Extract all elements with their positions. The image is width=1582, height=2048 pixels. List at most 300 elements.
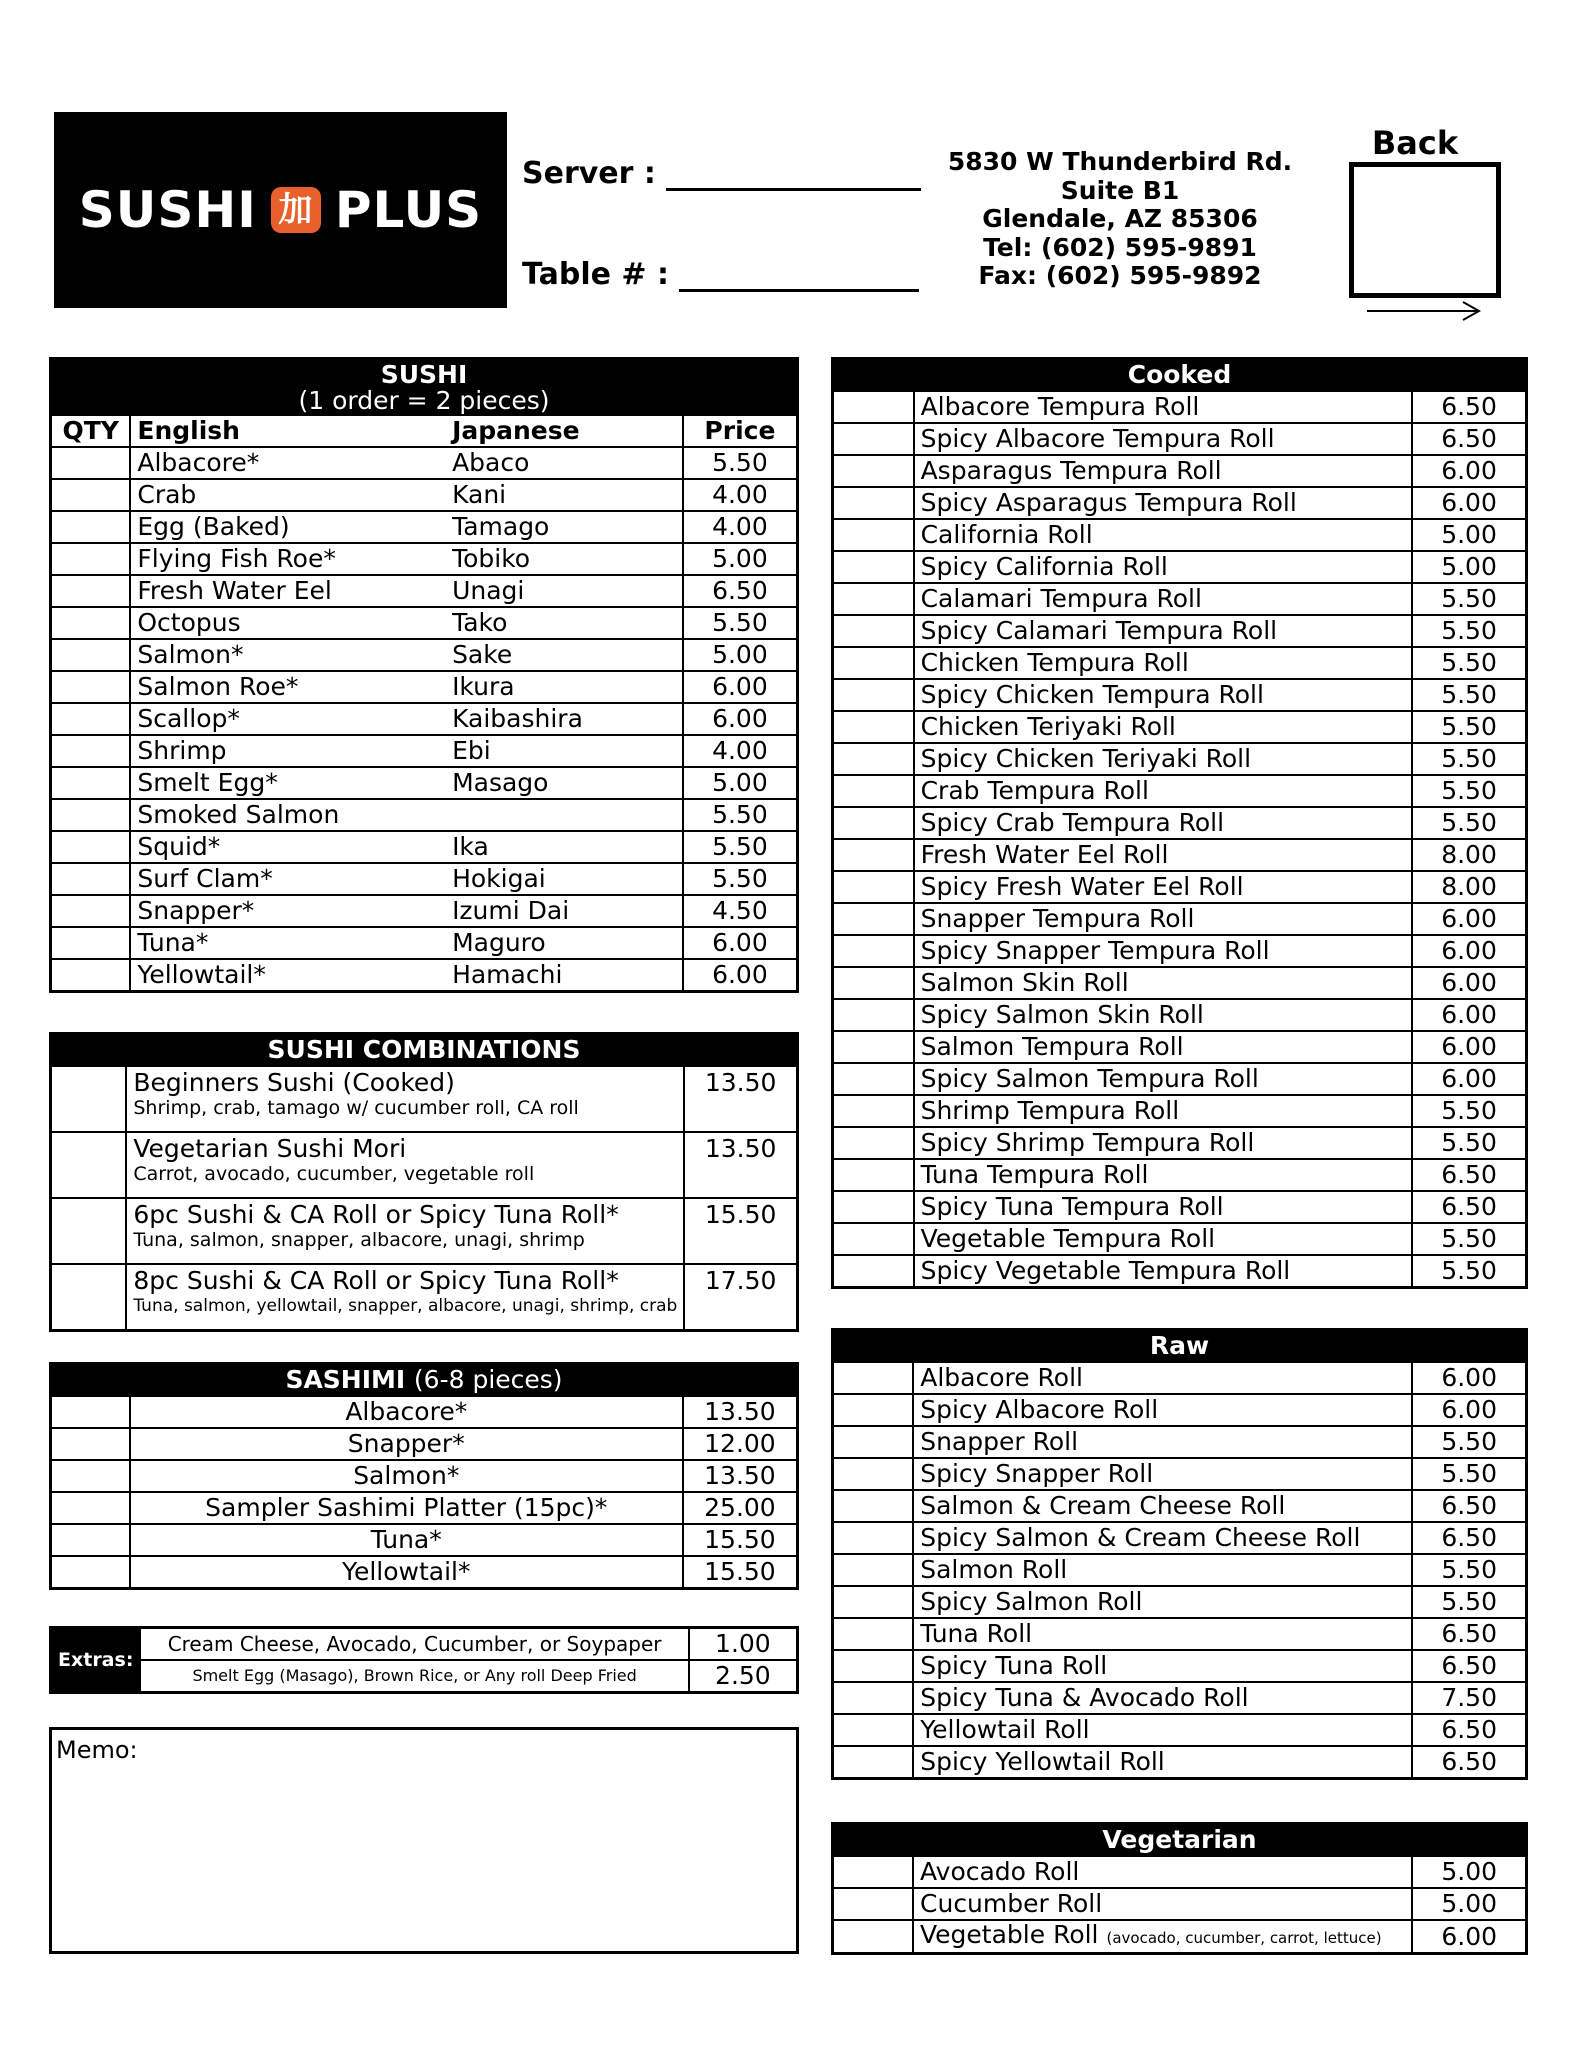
roll-name: Tuna Roll [920,1619,1033,1648]
roll-name-cell [913,1586,1412,1618]
price: 6.50 [1412,1714,1526,1746]
price: 15.50 [683,1524,798,1556]
qty-cell[interactable] [51,447,131,479]
roll-name: Spicy Yellowtail Roll [920,1747,1165,1776]
roll-name-cell [913,1362,1412,1394]
english-name: Yellowtail* [130,959,446,992]
roll-name-cell [914,711,1413,743]
qty-cell[interactable] [833,967,914,999]
japanese-name: Izumi Dai [446,895,683,927]
table-row [51,671,798,703]
roll-name-cell [914,1223,1413,1255]
roll-name-cell [914,391,1413,423]
combo-description: Tuna, salmon, yellowtail, snapper, albacore, unagi, shrimp, crab [133,1296,678,1316]
roll-name: Spicy Salmon Skin Roll [920,1000,1204,1029]
roll-name-cell [913,1650,1412,1682]
price: 6.00 [683,959,798,992]
qty-cell[interactable] [833,519,914,551]
roll-name-cell [913,1522,1412,1554]
table-row [51,1264,798,1331]
back-label: Back [1371,124,1459,162]
qty-cell[interactable] [51,607,131,639]
english-name: Octopus [130,607,446,639]
roll-name: Spicy Albacore Tempura Roll [920,424,1275,453]
sashimi-rows [51,1396,798,1589]
qty-cell[interactable] [833,1255,914,1288]
qty-cell[interactable] [51,1132,127,1198]
price: 5.50 [1412,1586,1526,1618]
japanese-name: Hamachi [446,959,683,992]
price: 6.00 [1412,999,1526,1031]
roll-name-cell [913,1554,1412,1586]
price: 6.00 [1412,1394,1526,1426]
col-japanese: Japanese [446,415,683,447]
price: 4.00 [683,511,798,543]
sashimi-name: Yellowtail* [130,1556,683,1589]
table-row [833,615,1527,647]
combo-description: Carrot, avocado, cucumber, vegetable roll [133,1163,535,1185]
table-row [833,1746,1527,1779]
table-row [833,391,1527,423]
address-city: Glendale, AZ 85306 [982,204,1258,233]
japanese-name [446,799,683,831]
extras-table [49,1626,799,1694]
qty-cell[interactable] [833,1682,914,1714]
qty-cell[interactable] [833,1394,914,1426]
combo-description: Tuna, salmon, snapper, albacore, unagi, shrimp [133,1229,585,1251]
roll-name-cell [913,1394,1412,1426]
japanese-name: Masago [446,767,683,799]
price: 6.00 [1412,1031,1526,1063]
roll-name-cell [914,1191,1413,1223]
cooked-title: Cooked [833,359,1527,392]
combo-item [126,1066,684,1132]
roll-name-cell [913,1490,1412,1522]
qty-cell[interactable] [51,543,131,575]
price: 5.50 [1412,1127,1526,1159]
qty-cell[interactable] [51,1428,130,1460]
table-row [51,1660,798,1693]
english-name: Albacore* [130,447,446,479]
qty-cell[interactable] [51,895,131,927]
price: 5.50 [1412,1255,1526,1288]
english-name: Scallop* [130,703,446,735]
roll-name: Spicy Salmon Roll [920,1587,1143,1616]
table-row [51,703,798,735]
roll-name-cell [914,423,1413,455]
roll-name: Yellowtail Roll [920,1715,1090,1744]
qty-cell[interactable] [833,1650,914,1682]
roll-name: Asparagus Tempura Roll [920,456,1222,485]
roll-name-cell [914,615,1413,647]
price: 6.00 [1412,935,1526,967]
extras-item: Smelt Egg (Masago), Brown Rice, or Any roll Deep Fried [140,1660,688,1693]
table-row [833,1920,1527,1954]
sashimi-name: Albacore* [130,1396,683,1428]
table-row [833,935,1527,967]
qty-cell[interactable] [51,799,131,831]
server-field[interactable] [522,156,921,191]
japanese-name: Hokigai [446,863,683,895]
price: 6.50 [1412,1159,1526,1191]
roll-name-cell [913,1714,1412,1746]
qty-cell[interactable] [833,679,914,711]
qty-cell[interactable] [833,1714,914,1746]
roll-name-cell [914,775,1413,807]
price: 6.00 [1412,903,1526,935]
english-name: Crab [130,479,446,511]
table-row [51,1460,798,1492]
price: 25.00 [683,1492,798,1524]
table-row [51,639,798,671]
roll-name: Spicy Vegetable Tempura Roll [920,1256,1291,1285]
qty-cell[interactable] [833,1554,914,1586]
address-fax: Fax: (602) 595-9892 [978,261,1262,290]
price: 4.50 [683,895,798,927]
table-row [833,1554,1527,1586]
table-row [51,1132,798,1198]
roll-name-cell [913,1746,1412,1779]
roll-name-cell [914,743,1413,775]
combo-name: 8pc Sushi & CA Roll or Spicy Tuna Roll* [133,1266,619,1295]
roll-name-cell [914,583,1413,615]
qty-cell[interactable] [833,647,914,679]
roll-name-cell [914,903,1413,935]
qty-cell[interactable] [833,1159,914,1191]
qty-cell[interactable] [833,1618,914,1650]
qty-cell[interactable] [833,711,914,743]
roll-name: Chicken Teriyaki Roll [920,712,1176,741]
price: 6.50 [1412,1522,1526,1554]
roll-name: Fresh Water Eel Roll [920,840,1169,869]
sashimi-header [51,1364,798,1397]
roll-name: Shrimp Tempura Roll [920,1096,1180,1125]
price: 5.50 [1412,1458,1526,1490]
price: 6.00 [1412,967,1526,999]
qty-cell[interactable] [833,1223,914,1255]
table-label: Table # : [522,257,669,292]
roll-name-cell [914,1031,1413,1063]
qty-cell[interactable] [833,1031,914,1063]
price: 6.50 [1412,1490,1526,1522]
table-row [833,1586,1527,1618]
price: 6.00 [683,703,798,735]
qty-cell[interactable] [51,479,131,511]
sushi-rows [51,447,798,992]
vegetarian-title: Vegetarian [833,1824,1527,1857]
price: 5.50 [1412,807,1526,839]
roll-name: Calamari Tempura Roll [920,584,1202,613]
combo-name: Beginners Sushi (Cooked) [133,1068,455,1097]
extras-item: Cream Cheese, Avocado, Cucumber, or Soypaper [140,1628,688,1661]
qty-cell[interactable] [833,807,914,839]
qty-cell[interactable] [833,1522,914,1554]
roll-name: Spicy Salmon Tempura Roll [920,1064,1259,1093]
price: 2.50 [689,1660,798,1693]
combo-rows [51,1066,798,1331]
sashimi-name: Salmon* [130,1460,683,1492]
price: 5.50 [1412,679,1526,711]
qty-cell[interactable] [51,1524,130,1556]
price: 5.50 [1412,647,1526,679]
qty-cell[interactable] [51,735,131,767]
qty-cell[interactable] [833,455,914,487]
price: 5.00 [1412,519,1526,551]
english-name: Smoked Salmon [130,799,446,831]
roll-name-cell [914,807,1413,839]
combo-item [126,1264,684,1331]
table-row [51,1198,798,1264]
japanese-name: Maguro [446,927,683,959]
price: 6.50 [1412,1746,1526,1779]
price: 6.50 [683,575,798,607]
price: 7.50 [1412,1682,1526,1714]
table-row [51,1524,798,1556]
price: 5.00 [683,639,798,671]
raw-rows [833,1362,1527,1779]
table-field[interactable] [522,257,919,292]
roll-name-cell [913,1458,1412,1490]
qty-cell[interactable] [51,1198,127,1264]
qty-cell[interactable] [51,767,131,799]
english-name: Tuna* [130,927,446,959]
table-row [833,1362,1527,1394]
sashimi-subtitle: (6-8 pieces) [413,1365,563,1394]
qty-cell[interactable] [833,615,914,647]
price: 6.00 [1412,1920,1526,1954]
table-row [833,1095,1527,1127]
qty-cell[interactable] [833,1458,914,1490]
roll-name-cell [914,679,1413,711]
roll-name-cell [914,1159,1413,1191]
qty-cell[interactable] [833,871,914,903]
qty-cell[interactable] [51,1556,130,1589]
qty-cell[interactable] [833,423,914,455]
price: 6.00 [1412,455,1526,487]
qty-cell[interactable] [833,1490,914,1522]
roll-name: Salmon Tempura Roll [920,1032,1184,1061]
arrow-right-icon [1365,296,1485,326]
cooked-rows [833,391,1527,1288]
qty-cell[interactable] [51,959,131,992]
table-row [51,447,798,479]
roll-name-cell [914,871,1413,903]
roll-name-cell [913,1856,1412,1888]
logo-left: SUSHI [78,181,257,239]
table-write-line[interactable] [679,288,919,292]
roll-name-cell [913,1426,1412,1458]
table-row [833,519,1527,551]
japanese-name: Tobiko [446,543,683,575]
memo-label: Memo: [56,1736,138,1764]
roll-name: Spicy Chicken Teriyaki Roll [920,744,1252,773]
back-checkbox[interactable] [1349,162,1501,298]
roll-name: Spicy Snapper Roll [920,1459,1154,1488]
english-name: Salmon Roe* [130,671,446,703]
table-row [51,1628,798,1661]
col-english: English [130,415,446,447]
sushi-subtitle: (1 order = 2 pieces) [298,386,550,415]
japanese-name: Tamago [446,511,683,543]
roll-name: Spicy Tuna Tempura Roll [920,1192,1224,1221]
roll-name-cell [914,647,1413,679]
qty-cell[interactable] [51,1492,130,1524]
price: 15.50 [684,1198,797,1264]
table-row [833,1490,1527,1522]
roll-name: Spicy Tuna & Avocado Roll [920,1683,1249,1712]
table-row [833,807,1527,839]
roll-name-cell [914,839,1413,871]
extras-label: Extras: [51,1628,141,1693]
qty-cell[interactable] [833,775,914,807]
price: 6.00 [1412,487,1526,519]
table-row [833,903,1527,935]
roll-name: Snapper Tempura Roll [920,904,1195,933]
table-row [51,1428,798,1460]
table-row [51,927,798,959]
qty-cell[interactable] [833,999,914,1031]
qty-cell[interactable] [833,935,914,967]
roll-name: Spicy Fresh Water Eel Roll [920,872,1244,901]
qty-cell[interactable] [833,391,914,423]
table-row [51,1396,798,1428]
price: 4.00 [683,479,798,511]
roll-name-cell [913,1920,1412,1954]
roll-name: Spicy Crab Tempura Roll [920,808,1225,837]
qty-cell[interactable] [51,1264,127,1331]
qty-cell[interactable] [833,903,914,935]
english-name: Shrimp [130,735,446,767]
vegetarian-rows [833,1856,1527,1954]
price: 5.50 [683,831,798,863]
qty-cell[interactable] [51,575,131,607]
roll-name: Albacore Tempura Roll [920,392,1200,421]
qty-cell[interactable] [833,1856,914,1888]
price: 15.50 [683,1556,798,1589]
table-row [833,1682,1527,1714]
qty-cell[interactable] [833,1063,914,1095]
qty-cell[interactable] [833,1095,914,1127]
qty-cell[interactable] [51,927,131,959]
sushi-header [51,359,798,416]
raw-table [831,1328,1528,1780]
qty-cell[interactable] [51,703,131,735]
japanese-name: Ika [446,831,683,863]
qty-cell[interactable] [51,511,131,543]
sashimi-table [49,1362,799,1590]
qty-cell[interactable] [833,1191,914,1223]
table-row [51,959,798,992]
roll-name: Crab Tempura Roll [920,776,1149,805]
price: 5.00 [1412,1856,1526,1888]
table-row [833,839,1527,871]
english-name: Snapper* [130,895,446,927]
price: 6.00 [1412,1063,1526,1095]
table-row [51,543,798,575]
qty-cell[interactable] [833,839,914,871]
qty-cell[interactable] [51,831,131,863]
table-row [51,735,798,767]
price: 5.50 [1412,615,1526,647]
roll-name-cell [914,1255,1413,1288]
price: 1.00 [689,1628,798,1661]
table-row [833,1031,1527,1063]
roll-name: Salmon Roll [920,1555,1068,1584]
qty-cell[interactable] [833,487,914,519]
table-row [833,1159,1527,1191]
qty-cell[interactable] [833,1426,914,1458]
qty-cell[interactable] [833,1920,914,1954]
server-write-line[interactable] [666,187,921,191]
memo-box[interactable] [49,1727,799,1954]
roll-name-cell [914,1095,1413,1127]
price: 6.50 [1412,1650,1526,1682]
qty-cell[interactable] [833,1888,914,1920]
sashimi-name: Sampler Sashimi Platter (15pc)* [130,1492,683,1524]
qty-cell[interactable] [51,639,131,671]
table-row [51,895,798,927]
table-row [51,831,798,863]
price: 5.50 [683,799,798,831]
price: 5.50 [683,863,798,895]
logo-text [79,181,482,239]
qty-cell[interactable] [51,1460,130,1492]
qty-cell[interactable] [833,1586,914,1618]
combo-description: Shrimp, crab, tamago w/ cucumber roll, CA roll [133,1097,579,1119]
extras-rows [51,1628,798,1693]
roll-name: Salmon Skin Roll [920,968,1129,997]
price: 6.50 [1412,391,1526,423]
qty-cell[interactable] [51,1066,127,1132]
table-row [833,1650,1527,1682]
qty-cell[interactable] [833,1127,914,1159]
roll-name: Spicy Tuna Roll [920,1651,1108,1680]
roll-name-cell [913,1682,1412,1714]
col-qty: QTY [51,415,131,447]
qty-cell[interactable] [51,1396,130,1428]
qty-cell[interactable] [833,743,914,775]
table-row [51,575,798,607]
col-price: Price [683,415,798,447]
qty-cell[interactable] [833,1362,914,1394]
table-row [833,1255,1527,1288]
price: 5.50 [683,607,798,639]
combo-table [49,1032,799,1332]
price: 6.50 [1412,1618,1526,1650]
qty-cell[interactable] [833,583,914,615]
price: 5.50 [1412,743,1526,775]
vegetarian-table [831,1822,1528,1955]
qty-cell[interactable] [51,671,131,703]
qty-cell[interactable] [51,863,131,895]
qty-cell[interactable] [833,1746,914,1779]
restaurant-address [930,148,1310,291]
japanese-name: Abaco [446,447,683,479]
table-row [833,583,1527,615]
roll-name-cell [913,1888,1412,1920]
logo [54,112,507,308]
sashimi-name: Snapper* [130,1428,683,1460]
roll-name-cell [914,1127,1413,1159]
price: 13.50 [683,1396,798,1428]
price: 13.50 [683,1460,798,1492]
qty-cell[interactable] [833,551,914,583]
price: 5.50 [1412,1095,1526,1127]
roll-name-cell [914,487,1413,519]
price: 5.50 [1412,775,1526,807]
table-row [51,1492,798,1524]
price: 8.00 [1412,871,1526,903]
